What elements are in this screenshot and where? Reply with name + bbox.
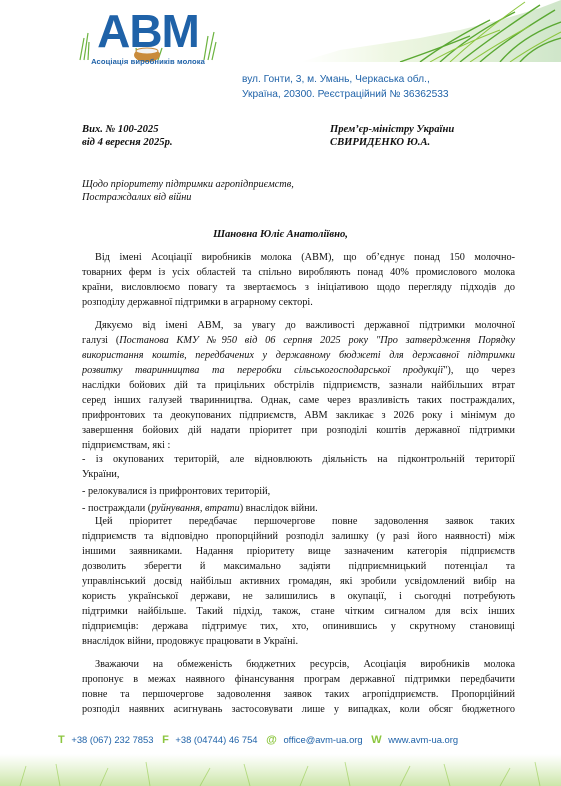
- grass-decoration-bottom: [0, 748, 561, 786]
- paragraph-line: пропонує в межах наявного фінансування програм державної підтримки передбачити: [82, 674, 515, 685]
- list-item-continuation: України,: [82, 469, 120, 480]
- paragraph-line: товарних ферм із усіх областей та спільно виробляють понад 40% промислового молока: [82, 267, 515, 278]
- letter-date: від 4 вересня 2025р.: [82, 137, 173, 148]
- footer-website: www.avm-ua.org: [388, 734, 459, 746]
- decree-reference: Постанова КМУ №950 від 06 серпня 2025 року "Про затвердження Порядку: [119, 335, 515, 346]
- paragraph-line: серед інших галузей тваринництва. Однак, саме через вразливість таких постраждалих,: [82, 395, 515, 406]
- recipient-title: Прем’єр-міністру України: [330, 124, 455, 135]
- paragraph-1: [82, 250, 515, 310]
- paragraph-line: користь української держави, не залишились в окупації, і сьогодні потребують: [82, 591, 515, 602]
- email-icon: @: [266, 733, 277, 746]
- logo-subtitle: Асоціація виробників молока: [91, 57, 205, 66]
- paragraph-line: внаслідок війни, продовжує працювати в Україні.: [82, 636, 299, 647]
- organization-address: [242, 72, 532, 102]
- footer-fax: +38 (04744) 46 754: [175, 734, 258, 746]
- footer-contacts: [58, 733, 538, 746]
- subject-line-1: Щодо пріоритету підтримки агропідприємств,: [82, 179, 294, 190]
- paragraph-4: [82, 657, 515, 717]
- decree-reference: розвитку тваринництва та переробки сільськогосподарської продукції: [82, 365, 444, 376]
- address-line-1: вул. Гонти, 3, м. Умань, Черкаська обл.,: [242, 74, 430, 85]
- text-run: галузі (: [82, 335, 120, 346]
- paragraph-2: [82, 318, 515, 453]
- recipient-block: [330, 123, 454, 149]
- paragraph-line: підприємствам, які :: [82, 440, 171, 451]
- footer-phone: +38 (067) 232 7853: [71, 734, 154, 746]
- paragraph-line: [82, 363, 515, 378]
- letter-subject: [82, 178, 294, 204]
- paragraph-line: наслідки бойових дій та прицільних обстрілів підприємств, зазнали найбільших втрат: [82, 380, 515, 391]
- phone-icon: T: [58, 733, 65, 746]
- paragraph-line: повне та першочергове задоволення заявок таких агропідприємств. Пропорційний: [82, 689, 515, 700]
- text-run: руйнування, втрати: [151, 503, 240, 514]
- paragraph-line: іншими заявниками. Надання пріоритету вище зазначеним категорія підприємств: [82, 546, 515, 557]
- text-run: "), що через: [443, 365, 515, 376]
- paragraph-line: Дякуємо від імені АВМ, за увагу до важливості державної підтримки молочної: [95, 320, 515, 331]
- footer-email: office@avm-ua.org: [283, 734, 363, 746]
- paragraph-line: Від імені Асоціації виробників молока (АВМ), що об’єднує понад 150 молочно-: [95, 252, 515, 263]
- text-run: - постраждали (: [82, 503, 152, 514]
- paragraph-line: Цей пріоритет передбачає першочергове повне задоволення заявок таких: [95, 516, 515, 527]
- list-item: - із окупованих територій, але відновлюють діяльність на підконтрольній території: [82, 454, 515, 465]
- outgoing-reference: [82, 123, 173, 149]
- list-item: - релокувалися із прифронтових територій,: [82, 486, 271, 497]
- paragraph-line: прифронтових та деокупованих підприємств, АВМ закликає з 2026 року і мінімум до: [82, 410, 515, 421]
- address-line-2: Україна, 20300. Реєстраційний № 36362533: [242, 89, 449, 100]
- paragraph-line: розподіл наявних асигнувань застосовувати лише у випадках, коли обсяг бюджетного: [82, 704, 515, 715]
- paragraph-line: Зважаючи на обмеженість бюджетних ресурсів, Асоціація виробників молока: [95, 659, 515, 670]
- paragraph-line: підприємств та відповідно пропорційний розподіл залишку (у разі його наявності) між: [82, 531, 515, 542]
- fax-icon: F: [162, 733, 169, 746]
- paragraph-line: дозволить зберегти й максимально задіяти підприємницький потенціал та: [82, 561, 515, 572]
- logo-letters: АВМ: [97, 5, 199, 57]
- grass-decoration-top: [300, 0, 561, 62]
- paragraph-line: завершення бойових дій надати пріоритет при розподілі коштів державної підтримки: [82, 425, 515, 436]
- web-icon: W: [371, 733, 382, 746]
- criteria-list: [82, 452, 515, 516]
- paragraph-line: розподілу державної підтримки в аграрному секторі.: [82, 297, 313, 308]
- outgoing-number: Вих. № 100-2025: [82, 124, 159, 135]
- paragraph-line: використання коштів, передбачених у державному бюджеті для державної підтримки: [82, 350, 515, 361]
- paragraph-line: підприємців: держава підтримує тих, хто, опинившись у скрутному становищі: [82, 621, 515, 632]
- paragraph-line: підтримки найбільше. Такий підхід, також, стане чітким сигналом для всіх інших: [82, 606, 515, 617]
- subject-line-2: Постраждалих від війни: [82, 192, 192, 203]
- paragraph-3: [82, 514, 515, 649]
- paragraph-line: управлінський досвід найбільш активних громадян, які зробили усвідомлений вибір на: [82, 576, 515, 587]
- text-run: ) внаслідок війни.: [239, 503, 318, 514]
- salutation: Шановна Юліє Анатоліївно,: [213, 229, 348, 240]
- paragraph-line: [82, 333, 515, 348]
- recipient-name: СВИРИДЕНКО Ю.А.: [330, 137, 431, 148]
- paragraph-line: країни, висловлюємо повагу та звертаємось з ініціативою щодо перегляду підходів до: [82, 282, 515, 293]
